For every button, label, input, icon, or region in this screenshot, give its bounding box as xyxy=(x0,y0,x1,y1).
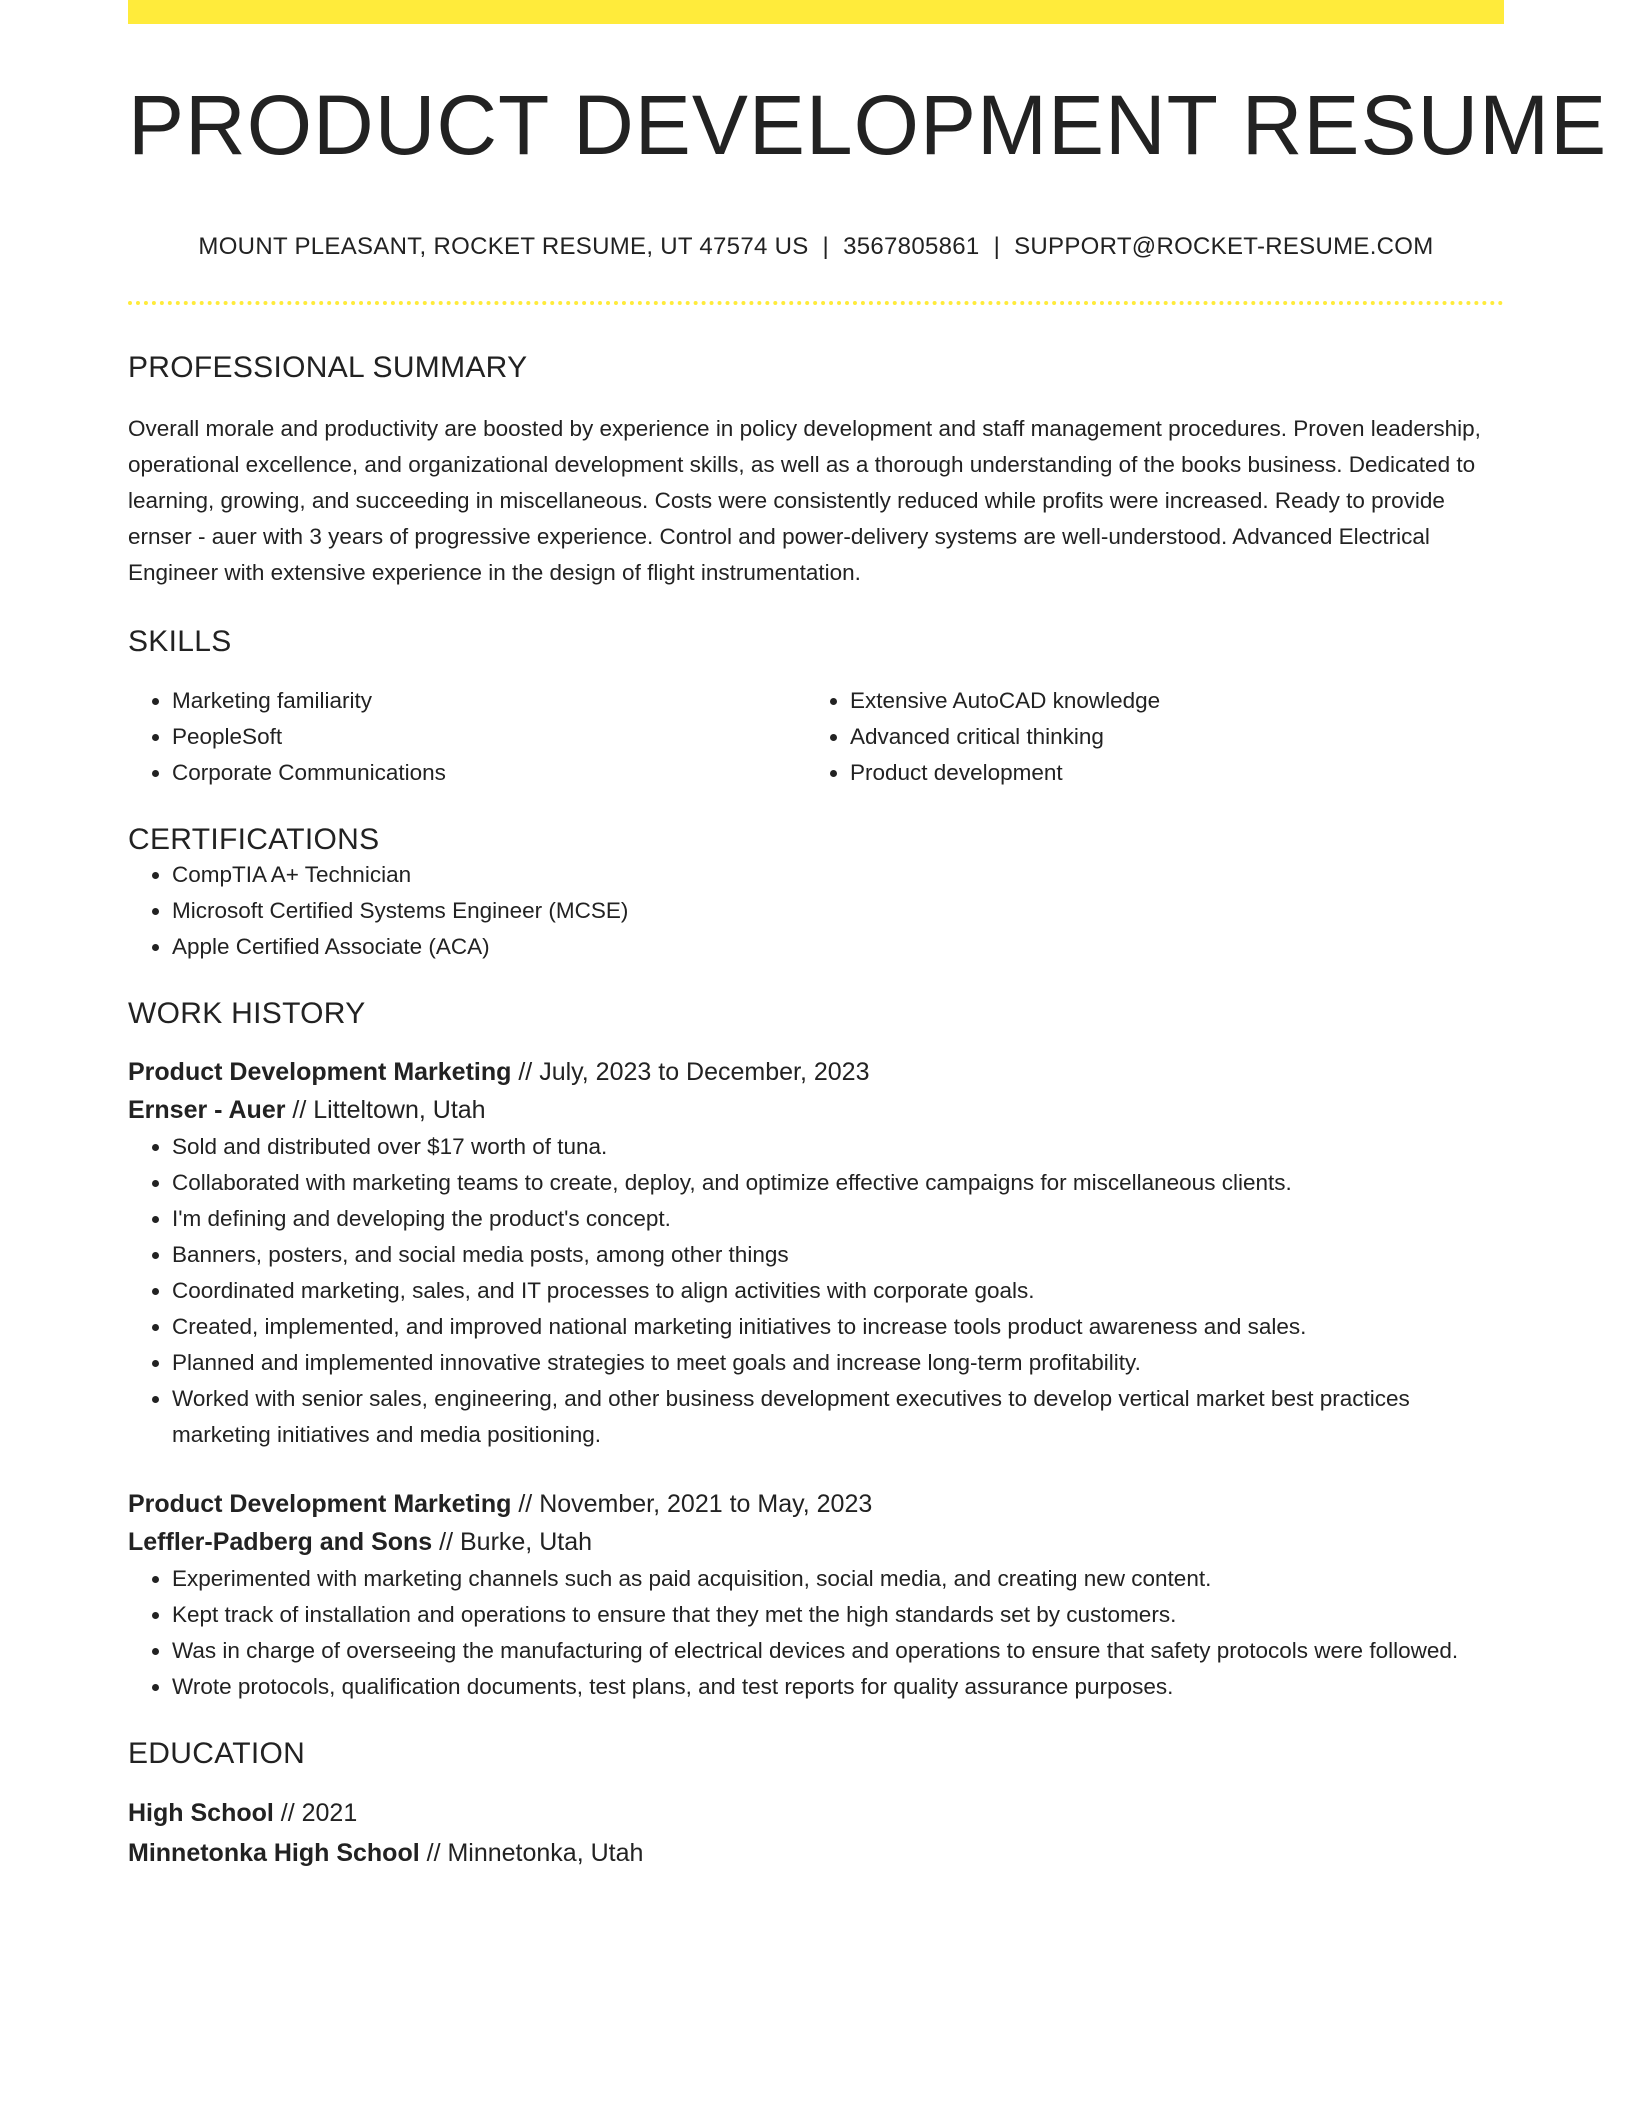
job-company: Ernser - Auer xyxy=(128,1096,286,1125)
job-role-line xyxy=(128,1485,1504,1523)
certification-item: • Apple Certified Associate (ACA) xyxy=(172,929,1504,965)
job-bullet: • Wrote protocols, qualification documents, test plans, and test reports for quality assurance purposes. xyxy=(172,1669,1504,1705)
skills-column-left xyxy=(128,683,806,791)
job-bullets xyxy=(128,1561,1504,1705)
education-year: // 2021 xyxy=(273,1799,358,1828)
job-bullet: • Sold and distributed over $17 worth of tuna. xyxy=(172,1129,1504,1165)
job-bullet: • Coordinated marketing, sales, and IT processes to align activities with corporate goals. xyxy=(172,1273,1504,1309)
resume-title: PRODUCT DEVELOPMENT RESUME xyxy=(128,78,1608,172)
certifications-list xyxy=(128,857,1504,965)
job-company: Leffler-Padberg and Sons xyxy=(128,1528,433,1557)
job-bullet: • Worked with senior sales, engineering, and other business development executives to develop vertical market best practices marketing initiatives and media positioning. xyxy=(172,1381,1504,1453)
resume-page xyxy=(128,0,1608,1873)
certification-item: • Microsoft Certified Systems Engineer (MCSE) xyxy=(172,893,1504,929)
job-bullet: • Kept track of installation and operations to ensure that they met the high standards set by customers. xyxy=(172,1597,1504,1633)
accent-top-bar xyxy=(128,0,1504,24)
education-school-line xyxy=(128,1833,1504,1873)
contact-email: SUPPORT@ROCKET-RESUME.COM xyxy=(1014,233,1434,261)
skill-item: • Marketing familiarity xyxy=(172,683,806,719)
education-location: // Minnetonka, Utah xyxy=(419,1839,644,1868)
contact-separator: | xyxy=(822,233,830,261)
job-company-line xyxy=(128,1523,1504,1561)
contact-phone: 3567805861 xyxy=(843,233,980,261)
certifications-heading: CERTIFICATIONS xyxy=(128,823,380,857)
job-role-line xyxy=(128,1053,1504,1091)
contact-line xyxy=(128,233,1504,261)
job-bullet: • Experimented with marketing channels such as paid acquisition, social media, and creating new content. xyxy=(172,1561,1504,1597)
education-heading: EDUCATION xyxy=(128,1737,306,1771)
skill-item: • Corporate Communications xyxy=(172,755,806,791)
skills-grid xyxy=(128,683,1504,791)
job-role: Product Development Marketing xyxy=(128,1490,512,1519)
skill-item: • PeopleSoft xyxy=(172,719,806,755)
work-history-heading: WORK HISTORY xyxy=(128,997,366,1031)
skill-item: • Product development xyxy=(850,755,1484,791)
education-school: Minnetonka High School xyxy=(128,1839,420,1868)
job-company-line xyxy=(128,1091,1504,1129)
skills-column-right xyxy=(806,683,1484,791)
job-location: // Litteltown, Utah xyxy=(285,1096,486,1125)
job-bullet: • Banners, posters, and social media posts, among other things xyxy=(172,1237,1504,1273)
skill-item: • Advanced critical thinking xyxy=(850,719,1484,755)
dotted-divider xyxy=(128,301,1504,305)
contact-address: MOUNT PLEASANT, ROCKET RESUME, UT 47574 US xyxy=(198,233,809,261)
job-bullet: • Planned and implemented innovative strategies to meet goals and increase long-term profitability. xyxy=(172,1345,1504,1381)
contact-separator: | xyxy=(993,233,1001,261)
education-degree: High School xyxy=(128,1799,274,1828)
job-bullet: • Created, implemented, and improved national marketing initiatives to increase tools product awareness and sales. xyxy=(172,1309,1504,1345)
job-location: // Burke, Utah xyxy=(432,1528,593,1557)
job-bullets xyxy=(128,1129,1504,1453)
job-role: Product Development Marketing xyxy=(128,1058,512,1087)
job-dates: // November, 2021 to May, 2023 xyxy=(511,1490,873,1519)
education-degree-line xyxy=(128,1793,1504,1833)
job-dates: // July, 2023 to December, 2023 xyxy=(511,1058,870,1087)
certification-item: • CompTIA A+ Technician xyxy=(172,857,1504,893)
job-bullet: • Collaborated with marketing teams to create, deploy, and optimize effective campaigns for miscellaneous clients. xyxy=(172,1165,1504,1201)
job-bullet: • I'm defining and developing the product's concept. xyxy=(172,1201,1504,1237)
job-bullet: • Was in charge of overseeing the manufacturing of electrical devices and operations to ensure that safety protocols were followed. xyxy=(172,1633,1504,1669)
summary-text: Overall morale and productivity are boosted by experience in policy development and staff management procedures. Proven leadership, operational excellence, and organizational development skills, as well as a thorough understanding of the books business. Dedicated to learning, growing, and succeeding in miscellaneous. Costs were consistently reduced while profits were increased. Ready to provide ernser - auer with 3 years of progressive experience. Control and power-delivery systems are well-understood. Advanced Electrical Engineer with extensive experience in the design of flight instrumentation. xyxy=(128,416,1481,586)
skill-item: • Extensive AutoCAD knowledge xyxy=(850,683,1484,719)
summary-heading: PROFESSIONAL SUMMARY xyxy=(128,351,528,385)
skills-heading: SKILLS xyxy=(128,625,232,659)
